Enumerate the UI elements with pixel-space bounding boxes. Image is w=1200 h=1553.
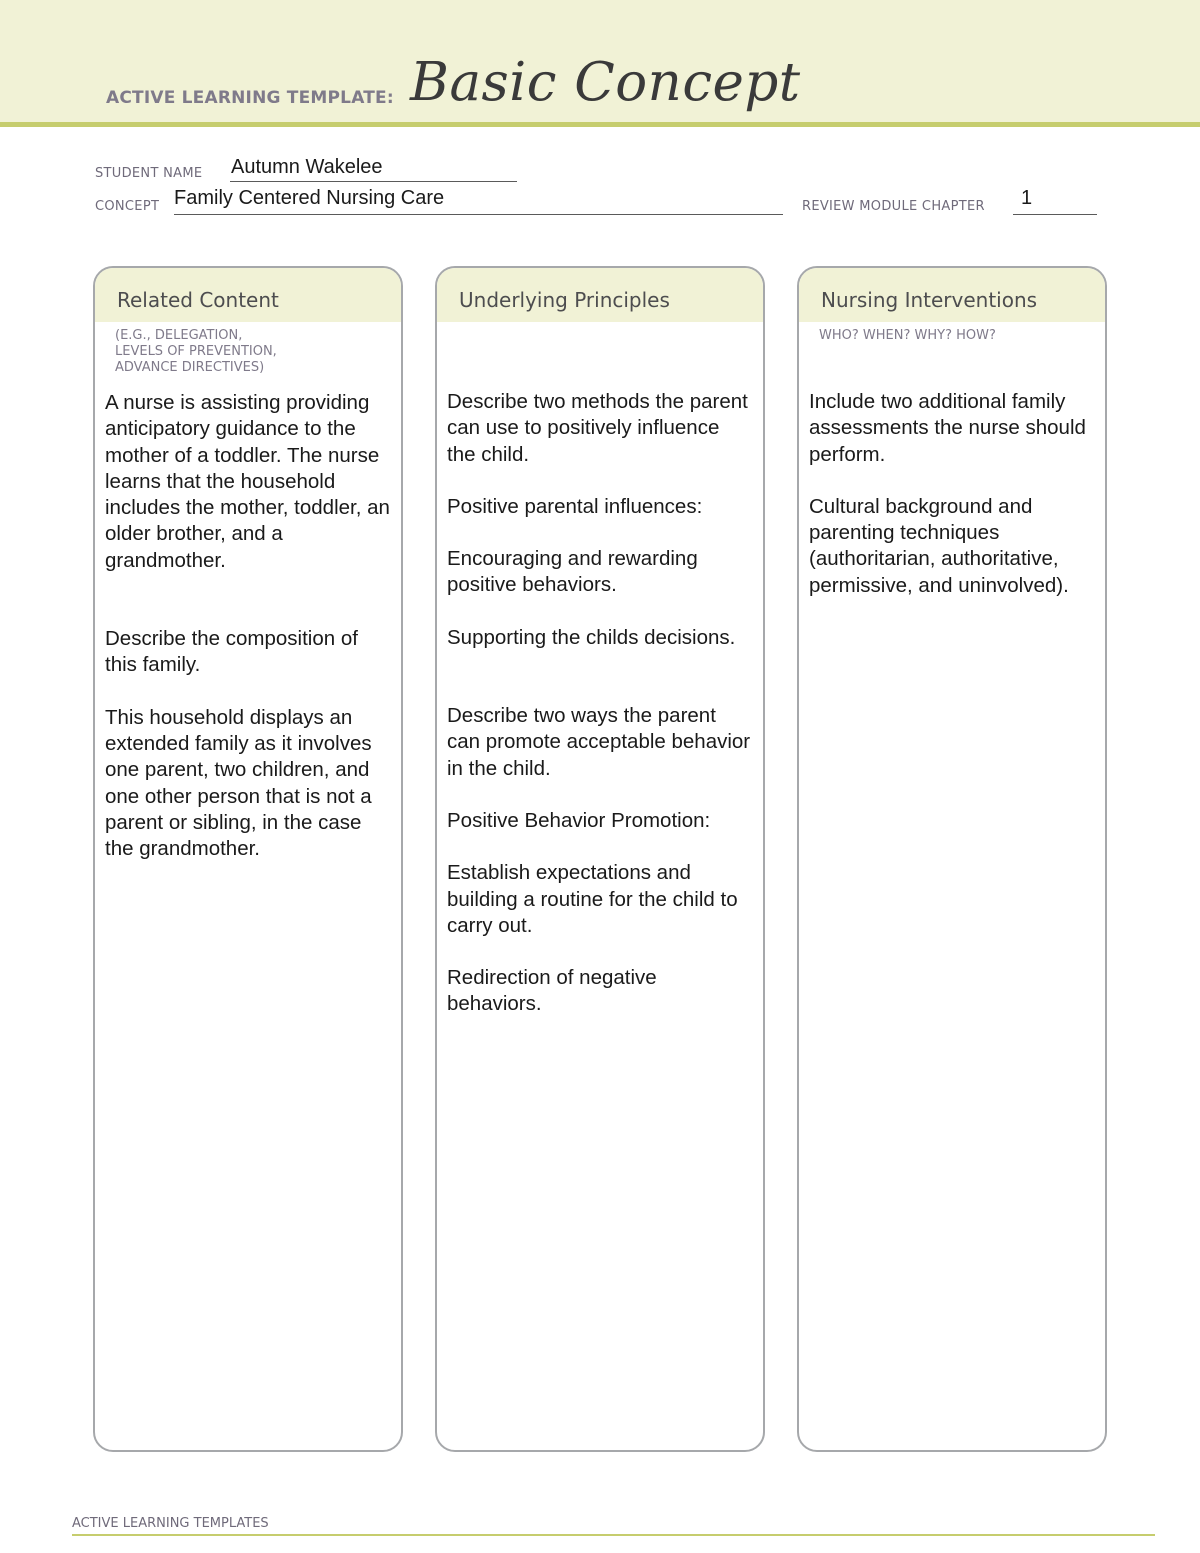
related-content-panel [93, 266, 403, 1452]
concept-underline [174, 214, 783, 215]
student-name-underline [230, 181, 517, 182]
review-module-field[interactable]: 1 [1021, 187, 1033, 209]
footer-label: ACTIVE LEARNING TEMPLATES [72, 1516, 269, 1531]
underlying-principles-title: Underlying Principles [437, 268, 763, 322]
review-module-label: REVIEW MODULE CHAPTER [802, 199, 985, 214]
review-module-underline [1013, 214, 1097, 215]
template-title: Basic Concept [410, 52, 801, 113]
principles-paragraph: Positive Behavior Promotion: [447, 808, 711, 832]
principles-paragraph: Describe two ways the parent can promote acceptable behavior in the child. [447, 704, 751, 780]
nursing-interventions-title: Nursing Interventions [799, 268, 1105, 322]
nursing-interventions-body[interactable] [809, 389, 1095, 599]
footer-divider [72, 1534, 1155, 1536]
interventions-paragraph: Include two additional family assessments the nurse should perform. [809, 390, 1086, 466]
nursing-interventions-panel [797, 266, 1107, 1452]
student-name-label: STUDENT NAME [95, 166, 203, 181]
related-content-body[interactable] [105, 390, 391, 862]
header-divider [0, 122, 1200, 127]
related-content-title: Related Content [95, 268, 401, 322]
nursing-interventions-subtitle: WHO? WHEN? WHY? HOW? [819, 328, 996, 343]
related-paragraph: This household displays an extended family as it involves one parent, two children, and one other person that is not a parent or sibling, in the case the grandmother. [105, 705, 372, 861]
principles-paragraph: Encouraging and rewarding positive behaviors. [447, 547, 698, 597]
template-label: ACTIVE LEARNING TEMPLATE: [106, 88, 394, 108]
interventions-paragraph: Cultural background and parenting techniques (authoritarian, authoritative, permissive, and uninvolved). [809, 494, 1069, 597]
concept-field[interactable]: Family Centered Nursing Care [174, 187, 445, 209]
underlying-principles-body[interactable] [447, 389, 753, 1018]
student-name-field[interactable]: Autumn Wakelee [231, 156, 383, 178]
principles-paragraph: Positive parental influences: [447, 494, 703, 518]
related-content-subtitle: (E.G., DELEGATION, LEVELS OF PREVENTION, ADVANCE DIRECTIVES) [115, 328, 277, 375]
concept-label: CONCEPT [95, 199, 160, 214]
related-paragraph: Describe the composition of this family. [105, 627, 358, 677]
principles-paragraph: Supporting the childs decisions. [447, 625, 736, 649]
underlying-principles-panel [435, 266, 765, 1452]
principles-paragraph: Establish expectations and building a routine for the child to carry out. [447, 861, 738, 937]
principles-paragraph: Redirection of negative behaviors. [447, 966, 657, 1016]
principles-paragraph: Describe two methods the parent can use to positively influence the child. [447, 390, 748, 466]
related-paragraph: A nurse is assisting providing anticipatory guidance to the mother of a toddler. The nurse learns that the household includes the mother, toddler, an older brother, and a grandmother. [105, 391, 390, 572]
